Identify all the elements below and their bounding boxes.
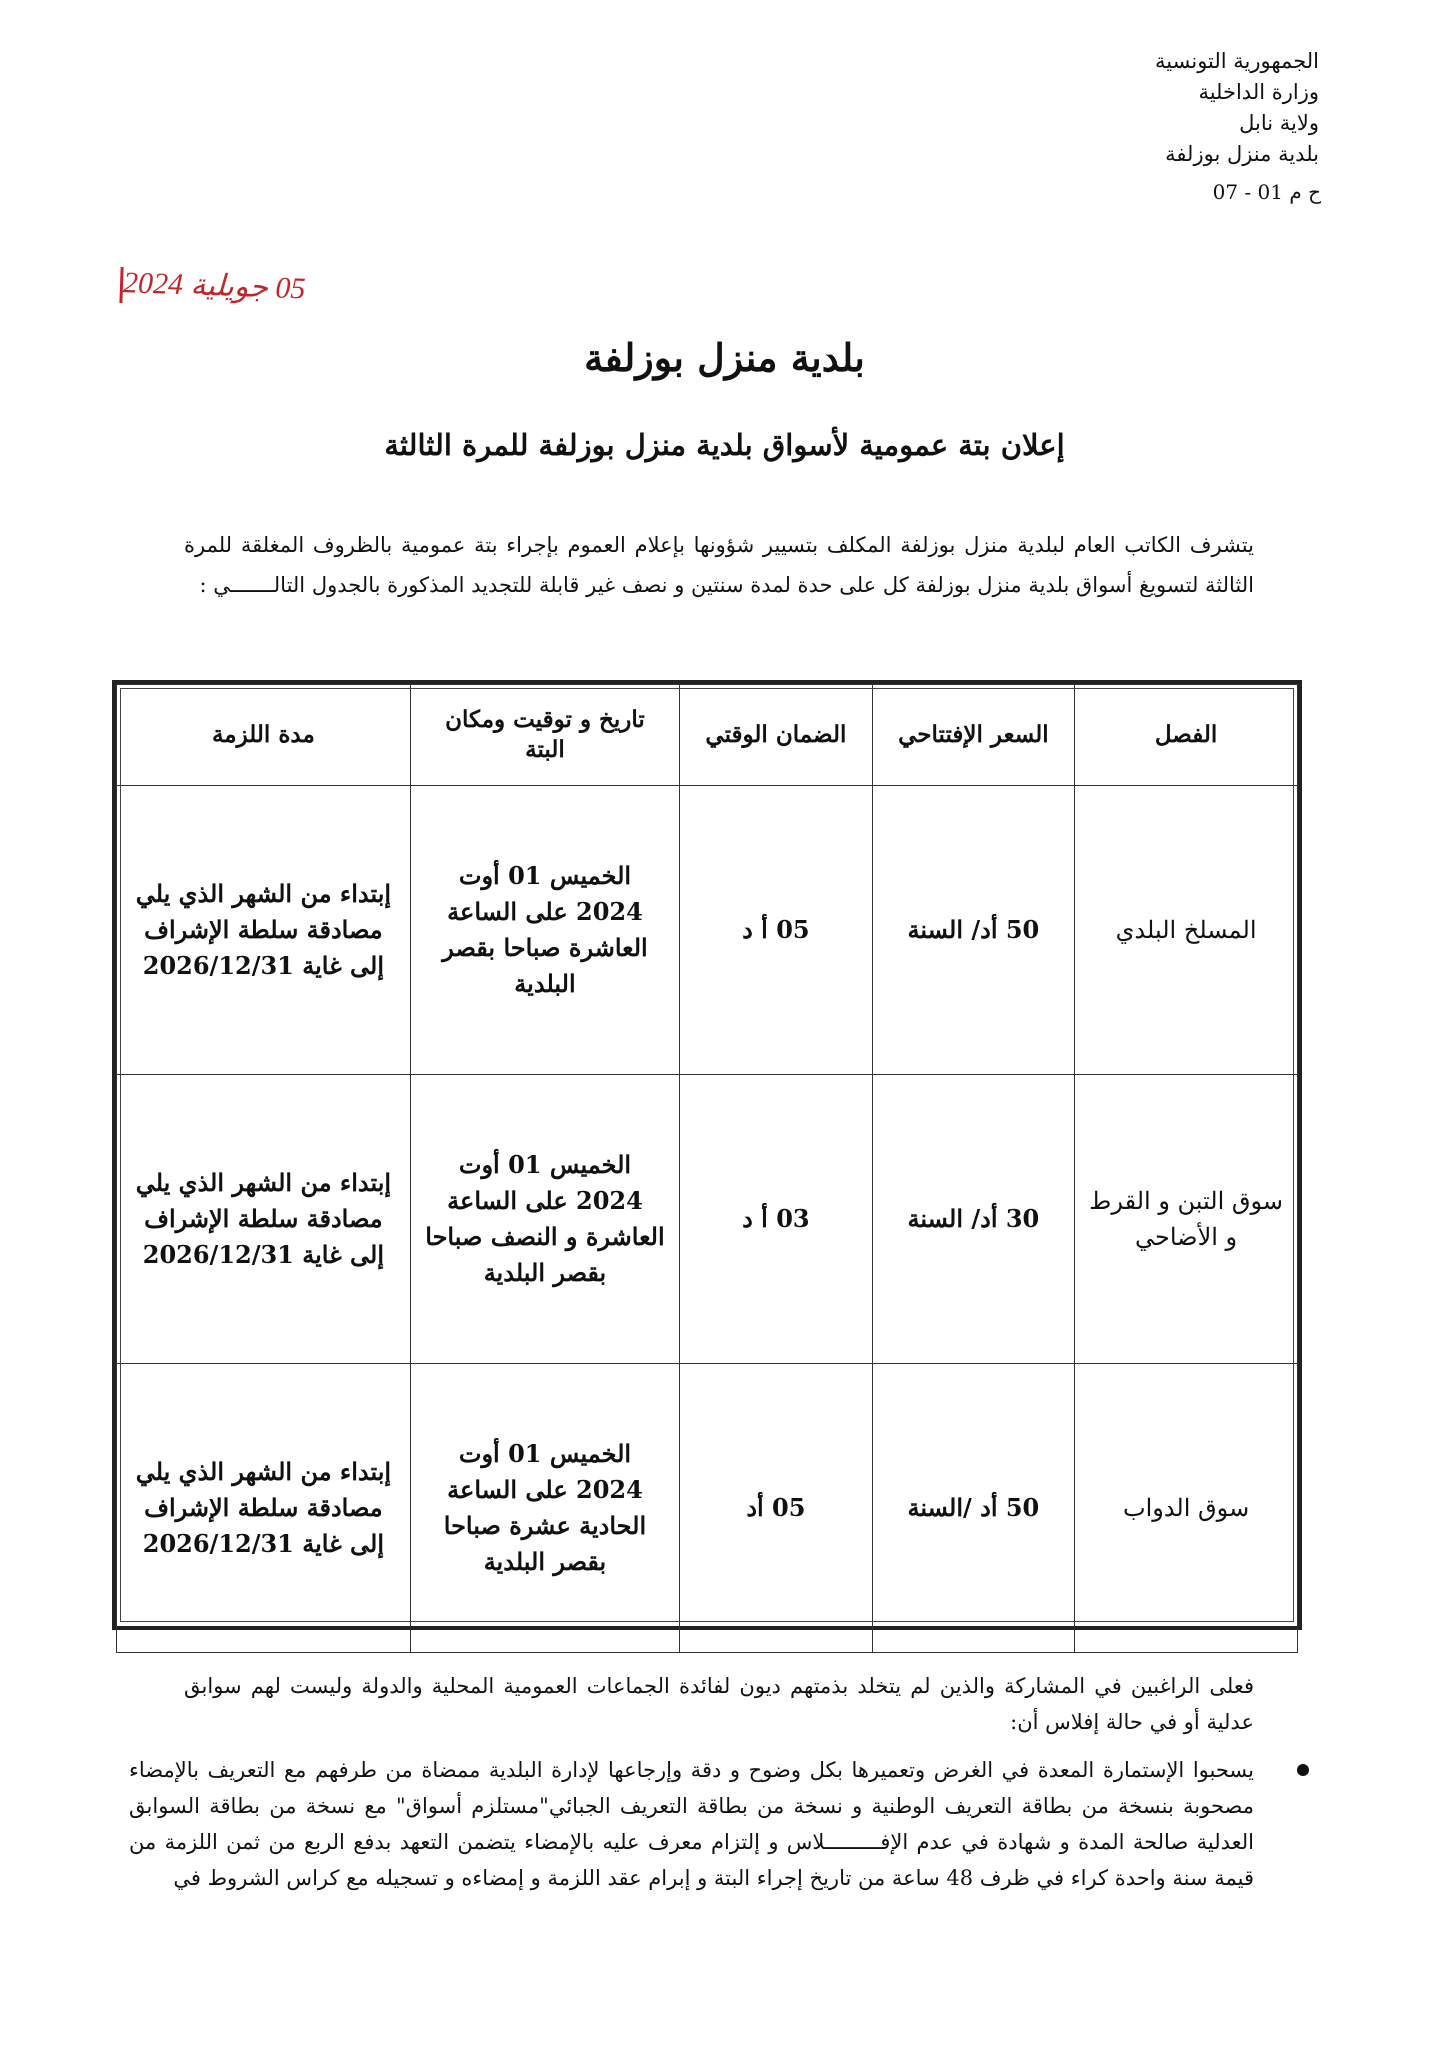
auction-table-frame <box>112 680 1302 1630</box>
intro-paragraph: يتشرف الكاتب العام لبلدية منزل بوزلفة المكلف بتسيير شؤونها بإعلام العموم بإجراء بتة عمومية بالظروف المغلقة للمرة الثالثة لتسويغ أسواق بلدية منزل بوزلفة كل على حدة لمدة سنتين و نصف غير قابلة للتجديد المذكورة بالجدول التالـــــــي : <box>184 533 1254 597</box>
auction-table <box>116 684 1298 1653</box>
header-ministry: وزارة الداخلية <box>1198 80 1319 104</box>
date-stamp <box>107 265 306 310</box>
table-row <box>117 786 1298 1075</box>
header-price: السعر الإفتتاحي <box>872 685 1075 786</box>
header-section: الفصل <box>1075 685 1298 786</box>
bullet-text: يسحبوا الإستمارة المعدة في الغرض وتعميرها بكل وضوح و دقة وإرجاعها لإدارة البلدية ممضاة من طرفهم مع التعريف بالإمضاء مصحوبة بنسخة من بطاقة التعريف الوطنية و نسخة من بطاقة التعريف الجبائي"مستلزم أسواق" مع نسخة من بطاقة السوابق العدلية صالحة المدة و شهادة في عدم الإفـــــــــلاس و إلتزام معرف عليه بالإمضاء يتضمن التعهد بدفع الربع من ثمن اللزمة من قيمة سنة واحدة كراء في ظرف 48 ساعة من تاريخ إجراء البتة و إبرام عقد اللزمة و إمضاءه و تسجيله مع كراس الشروط في <box>129 1758 1254 1890</box>
page-title: بلدية منزل بوزلفة <box>584 335 865 380</box>
cell-guarantee: 03 أ د <box>680 1075 872 1364</box>
bullet-icon <box>1297 1764 1309 1776</box>
cell-price: 50 أد /السنة <box>872 1364 1075 1653</box>
table-row <box>117 1364 1298 1653</box>
header-datetime: تاريخ و توقيت ومكان البتة <box>410 685 679 786</box>
cell-datetime: الخميس 01 أوت 2024 على الساعة الحادية عشرة صباحا بقصر البلدية <box>410 1364 679 1653</box>
header-municipality: بلدية منزل بوزلفة <box>1165 142 1319 166</box>
page-subtitle: إعلان بتة عمومية لأسواق بلدية منزل بوزلفة للمرة الثالثة <box>384 428 1065 462</box>
header-duration: مدة اللزمة <box>117 685 411 786</box>
cell-duration: إبتداء من الشهر الذي يلي مصادقة سلطة الإشراف إلى غاية 2026/12/31 <box>117 786 411 1075</box>
cell-datetime: الخميس 01 أوت 2024 على الساعة العاشرة صباحا بقصر البلدية <box>410 786 679 1075</box>
official-header <box>979 46 1319 170</box>
cell-datetime: الخميس 01 أوت 2024 على الساعة العاشرة و النصف صباحا بقصر البلدية <box>410 1075 679 1364</box>
cell-guarantee: 05 أد <box>680 1364 872 1653</box>
date-stamp-text: 05 جويلية 2024 <box>122 266 307 306</box>
cell-section: سوق التبن و القرط و الأضاحي <box>1075 1075 1298 1364</box>
cell-price: 50 أد/ السنة <box>872 786 1075 1075</box>
cell-guarantee: 05 أ د <box>680 786 872 1075</box>
table-row <box>117 1075 1298 1364</box>
table-header-row <box>117 685 1298 786</box>
header-guarantee: الضمان الوقتي <box>680 685 872 786</box>
cell-duration: إبتداء من الشهر الذي يلي مصادقة سلطة الإشراف إلى غاية 2026/12/31 <box>117 1075 411 1364</box>
header-governorate: ولاية نابل <box>1239 111 1319 135</box>
cell-duration: إبتداء من الشهر الذي يلي مصادقة سلطة الإشراف إلى غاية 2026/12/31 <box>117 1364 411 1653</box>
cell-section: المسلخ البلدي <box>1075 786 1298 1075</box>
reference-number: 07 - 01 ح م <box>1212 180 1321 204</box>
header-republic: الجمهورية التونسية <box>1155 49 1319 73</box>
conditions-list-item <box>129 1752 1309 1896</box>
cell-section: سوق الدواب <box>1075 1364 1298 1653</box>
conditions-paragraph: فعلى الراغبين في المشاركة والذين لم يتخلد بذمتهم ديون لفائدة الجماعات العمومية المحلية والدولة وليست لهم سوابق عدلية أو في حالة إفلاس أن: <box>184 1674 1254 1734</box>
cell-price: 30 أد/ السنة <box>872 1075 1075 1364</box>
